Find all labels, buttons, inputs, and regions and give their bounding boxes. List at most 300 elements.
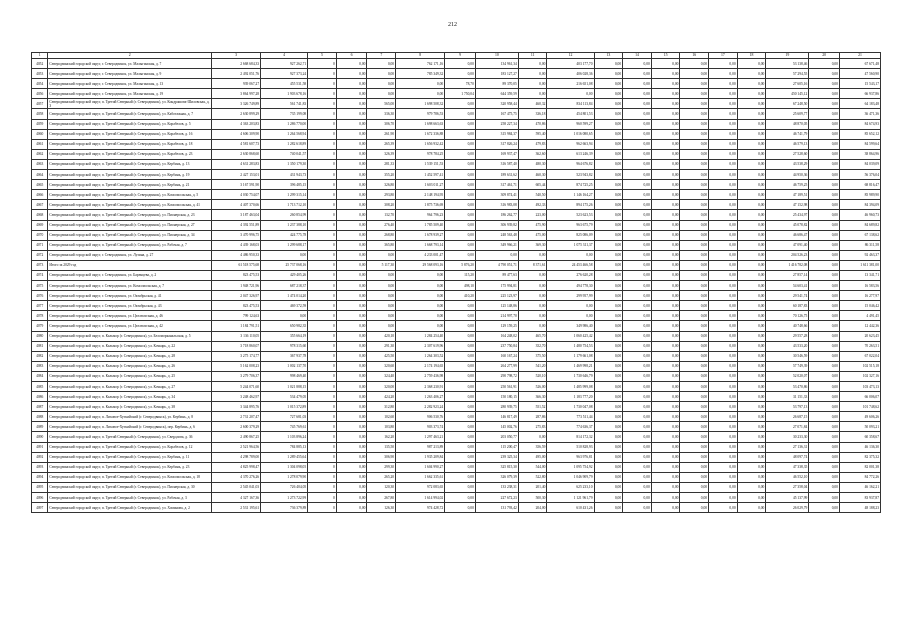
value-cell: 0,00 [367, 301, 396, 311]
value-cell: 0,00 [623, 432, 652, 442]
value-cell: 46 759,25 [766, 180, 809, 190]
table-row [32, 119, 881, 129]
value-cell: 57 749,39 [766, 361, 809, 371]
value-cell: 0,00 [680, 382, 709, 392]
value-cell: 403 177,70 [547, 59, 594, 69]
value-cell: 0,00 [651, 220, 680, 230]
value-cell: 367 937,78 [261, 351, 308, 361]
value-cell: 2 047 326,97 [212, 291, 261, 301]
value-cell: 460,30 [518, 170, 547, 180]
value-cell: 5 244 071,60 [212, 382, 261, 392]
value-cell: 960 599,27 [547, 119, 594, 129]
value-cell: 45 078,82 [766, 220, 809, 230]
value-cell: 0,00 [737, 361, 766, 371]
value-cell: 204,00 [518, 503, 547, 513]
value-cell: 0,00 [594, 412, 623, 422]
table-row [32, 311, 881, 321]
value-cell: 0,00 [651, 442, 680, 452]
value-cell: 0,00 [709, 331, 738, 341]
value-cell: 0,00 [651, 170, 680, 180]
value-cell: 183 127,27 [475, 69, 518, 79]
value-cell: 103,80 [367, 422, 396, 432]
value-cell: 4 486 950,33 [212, 250, 261, 260]
budget-table [31, 52, 881, 513]
table-row [32, 180, 881, 190]
row-number: 4082 [32, 351, 48, 361]
value-cell: 84 039,09 [839, 159, 880, 169]
value-cell: 0,00 [336, 220, 367, 230]
value-cell: 0,00 [623, 371, 652, 381]
value-cell: 70 126,75 [766, 311, 809, 321]
value-cell: 16 583,56 [839, 281, 880, 291]
value-cell: 0,00 [623, 180, 652, 190]
value-cell: 0,00 [336, 442, 367, 452]
value-cell: 248 563,48 [475, 230, 518, 240]
value-cell: 0,00 [623, 503, 652, 513]
value-cell: 1 289 455,64 [261, 452, 308, 462]
value-cell: 979 786,53 [396, 109, 445, 119]
value-cell: 0,00 [737, 260, 766, 270]
page-number: 212 [448, 22, 457, 28]
value-cell: 0,00 [367, 311, 396, 321]
value-cell: 0,00 [445, 311, 476, 321]
table-row [32, 371, 881, 381]
value-cell: 0,00 [518, 311, 547, 321]
value-cell: 306,70 [367, 119, 396, 129]
value-cell: 0,00 [709, 159, 738, 169]
value-cell: 0,00 [336, 69, 367, 79]
value-cell: 1 282 618,89 [261, 139, 308, 149]
value-cell: 605,44 [518, 180, 547, 190]
table-row [32, 291, 881, 301]
row-number: 4095 [32, 482, 48, 492]
value-cell: 0,00 [445, 402, 476, 412]
value-cell: 0,00 [336, 291, 367, 301]
value-cell: 0 [308, 311, 337, 321]
value-cell: 0,00 [623, 482, 652, 492]
value-cell: 27 605,16 [766, 79, 809, 89]
value-cell: 0,00 [809, 432, 840, 442]
value-cell: 0,00 [737, 270, 766, 280]
value-cell: 15 046,42 [839, 301, 880, 311]
value-cell: 1 095 754,92 [547, 462, 594, 472]
value-cell: 520,10 [518, 371, 547, 381]
column-number: 18 [737, 53, 766, 59]
value-cell: 0,00 [680, 250, 709, 260]
value-cell: 1 297 463,21 [396, 432, 445, 442]
value-cell: 0,00 [709, 119, 738, 129]
row-number: 4071 [32, 240, 48, 250]
value-cell: 27 136,31 [766, 442, 809, 452]
table-row [32, 170, 881, 180]
value-cell: 0 [308, 230, 337, 240]
value-cell: 0,00 [651, 361, 680, 371]
value-cell: 0,00 [809, 240, 840, 250]
value-cell: 1 480 754,53 [547, 341, 594, 351]
value-cell: 57 294,55 [766, 69, 809, 79]
address-cell: Северодвинский городской округ, п. Третий Северный (г. Северодвинск), ул. Кербинь, д. 23 [48, 462, 212, 472]
value-cell: 1 656 932,42 [396, 139, 445, 149]
value-cell: 0,00 [809, 119, 840, 129]
value-cell: 0,00 [651, 493, 680, 503]
value-cell: 0,00 [623, 291, 652, 301]
value-cell: 0,00 [367, 291, 396, 301]
value-cell: 0,00 [336, 250, 367, 260]
value-cell: 1 730 047,08 [547, 402, 594, 412]
value-cell: 89 477,63 [475, 270, 518, 280]
table-row [32, 69, 881, 79]
value-cell: 26 687,15 [766, 412, 809, 422]
address-cell: Северодвинский городской округ, п. Третий Северный (г. Северодвинск), ул. Рабочая, д. 7 [48, 240, 212, 250]
value-cell: 0,00 [737, 432, 766, 442]
value-cell: 522,80 [518, 472, 547, 482]
value-cell: 287,86 [518, 412, 547, 422]
value-cell: 2 492 051,76 [212, 69, 261, 79]
value-cell: 352,70 [518, 341, 547, 351]
value-cell: 0,00 [445, 220, 476, 230]
value-cell: 0,00 [594, 190, 623, 200]
value-cell: 66 006,07 [839, 392, 880, 402]
value-cell: 0 [308, 119, 337, 129]
value-cell: 523 623,53 [547, 210, 594, 220]
value-cell: 0,00 [518, 59, 547, 69]
column-number: 10 [475, 53, 518, 59]
value-cell: 0,00 [651, 412, 680, 422]
value-cell: 963 675,79 [547, 220, 594, 230]
value-cell: 0,00 [709, 503, 738, 513]
value-cell: 735 199,08 [261, 109, 308, 119]
value-cell: 1 903 678,16 [261, 89, 308, 99]
value-cell: 261,90 [367, 129, 396, 139]
value-cell: 1 015 372,89 [261, 402, 308, 412]
value-cell: 131 793,42 [475, 503, 518, 513]
value-cell: 0,00 [445, 482, 476, 492]
value-cell: 162,20 [367, 432, 396, 442]
row-number: 4065 [32, 180, 48, 190]
value-cell: 0,00 [809, 129, 840, 139]
value-cell: 0,00 [709, 69, 738, 79]
value-cell: 0,00 [396, 281, 445, 291]
row-number: 4087 [32, 402, 48, 412]
value-cell: 369,30 [518, 240, 547, 250]
value-cell: 429 405,26 [261, 270, 308, 280]
value-cell: 541,20 [518, 361, 547, 371]
value-cell: 455 531,58 [261, 79, 308, 89]
value-cell: 0,00 [445, 139, 476, 149]
column-number: 13 [594, 53, 623, 59]
value-cell: 0 [308, 220, 337, 230]
value-cell: 0,00 [594, 341, 623, 351]
row-number: 4093 [32, 462, 48, 472]
value-cell: 1 469 998,21 [547, 361, 594, 371]
column-number: 16 [680, 53, 709, 59]
value-cell: 326,80 [367, 180, 396, 190]
table-row [32, 351, 881, 361]
value-cell: 0,00 [651, 482, 680, 492]
address-cell: Северодвинский городской округ, п. Кальмор (г. Северодвинск), ул. Кочкарь, д. 28 [48, 351, 212, 361]
row-number: 4060 [32, 129, 48, 139]
table-row [32, 321, 881, 331]
value-cell: 0 [308, 129, 337, 139]
value-cell: 465,70 [518, 331, 547, 341]
value-cell: 2 630 868,60 [212, 149, 261, 159]
value-cell: 0,00 [680, 200, 709, 210]
value-cell: 0,00 [336, 482, 367, 492]
value-cell: 0,00 [737, 89, 766, 99]
value-cell: 135,50 [367, 442, 396, 452]
value-cell: 1 060 425,42 [547, 331, 594, 341]
value-cell: 0,00 [651, 240, 680, 250]
table-row [32, 281, 881, 291]
value-cell: 0,00 [623, 149, 652, 159]
value-cell: 0,00 [445, 503, 476, 513]
value-cell: 0,00 [709, 99, 738, 109]
column-number: 9 [445, 53, 476, 59]
value-cell: 0,00 [651, 180, 680, 190]
value-cell: 410,20 [445, 291, 476, 301]
value-cell: 316 983,08 [475, 200, 518, 210]
table-row [32, 331, 881, 341]
value-cell: 0,00 [737, 462, 766, 472]
value-cell: 66 937,86 [839, 89, 880, 99]
value-cell: 4 363 203,83 [212, 119, 261, 129]
address-cell: Северодвинский городской округ, п. Кальмор (г. Северодвинск), ул. Кочкарь, д. 26 [48, 361, 212, 371]
value-cell: 0,00 [709, 442, 738, 452]
table-row [32, 503, 881, 513]
value-cell: 0,00 [737, 422, 766, 432]
value-cell: 0,00 [737, 493, 766, 503]
value-cell: 0,00 [809, 422, 840, 432]
value-cell: 0,00 [651, 392, 680, 402]
value-cell: 0,00 [809, 260, 840, 270]
value-cell: 61 518 575,68 [212, 260, 261, 270]
value-cell: 0,00 [623, 159, 652, 169]
value-cell: 0,00 [709, 230, 738, 240]
value-cell: 0,00 [709, 79, 738, 89]
value-cell: 906 530,76 [396, 412, 445, 422]
value-cell: 237 750,84 [475, 341, 518, 351]
table-row [32, 452, 881, 462]
value-cell: 115,20 [445, 270, 476, 280]
value-cell: 510 828,93 [547, 442, 594, 452]
value-cell: 0,00 [709, 109, 738, 119]
address-cell: Северодвинский городской округ, п. Кальмор (г. Северодвинск), ул. Кочкарь, д. 27 [48, 382, 212, 392]
value-cell: 0,00 [680, 59, 709, 69]
value-cell: 0 [308, 79, 337, 89]
value-cell: 0 [308, 250, 337, 260]
value-cell: 0,00 [651, 321, 680, 331]
value-cell: 0,00 [651, 311, 680, 321]
address-cell: Северодвинский городской округ, п. Третий Северный (г. Северодвинск), ул. Свердлова, д. 36 [48, 432, 212, 442]
row-number: 4094 [32, 472, 48, 482]
table-row [32, 270, 881, 280]
value-cell: 0,00 [594, 230, 623, 240]
value-cell: 0,00 [709, 139, 738, 149]
value-cell: 325 815,30 [475, 462, 518, 472]
value-cell: 0,00 [737, 301, 766, 311]
value-cell: 0,00 [709, 180, 738, 190]
value-cell: 903 373,74 [396, 422, 445, 432]
value-cell: 1 672 336,88 [396, 129, 445, 139]
value-cell: 2 759 436,98 [396, 371, 445, 381]
value-cell: 1 474 014,20 [261, 291, 308, 301]
row-number: 4081 [32, 341, 48, 351]
value-cell: 336,18 [518, 109, 547, 119]
value-cell: 1 002 137,70 [261, 361, 308, 371]
value-cell: 0 [308, 200, 337, 210]
value-cell: 823 475,53 [212, 301, 261, 311]
value-cell: 0,00 [445, 472, 476, 482]
value-cell: 0,00 [336, 361, 367, 371]
column-number: 20 [809, 53, 840, 59]
value-cell: 0,00 [336, 190, 367, 200]
value-cell: 0,00 [518, 301, 547, 311]
value-cell: 0,00 [336, 341, 367, 351]
value-cell: 523 943,82 [547, 170, 594, 180]
value-cell: 52 020,07 [766, 371, 809, 381]
table-row [32, 129, 881, 139]
value-cell: 0,00 [680, 452, 709, 462]
row-number: 4068 [32, 210, 48, 220]
value-cell: 0,00 [680, 139, 709, 149]
value-cell: 0,00 [680, 442, 709, 452]
value-cell: 0,00 [594, 59, 623, 69]
value-cell: 0,00 [709, 452, 738, 462]
value-cell: 1 485 999,08 [547, 382, 594, 392]
value-cell: 169 937,47 [475, 149, 518, 159]
value-cell: 27 358,04 [766, 482, 809, 492]
value-cell: 0,00 [809, 270, 840, 280]
value-cell: 0,00 [737, 402, 766, 412]
table-row [32, 361, 881, 371]
value-cell: 0,00 [594, 170, 623, 180]
value-cell: 84 674,93 [839, 119, 880, 129]
row-number: 4091 [32, 442, 48, 452]
value-cell: 0,00 [809, 69, 840, 79]
row-number: 4085 [32, 382, 48, 392]
value-cell: 0 [308, 351, 337, 361]
value-cell: 225 123,97 [475, 291, 518, 301]
value-cell: 3 167 591,90 [212, 180, 261, 190]
value-cell: 5 876,20 [445, 260, 476, 270]
value-cell: 0,00 [680, 402, 709, 412]
value-cell: 299 957,99 [547, 291, 594, 301]
value-cell: 0,00 [623, 472, 652, 482]
value-cell: 2 490 867,25 [212, 432, 261, 442]
address-cell: Северодвинский городской округ, п. Кальмор (г. Северодвинск), ул. Кочкарь, д. 38 [48, 402, 212, 412]
value-cell: 0,00 [709, 129, 738, 139]
value-cell: 565,00 [367, 99, 396, 109]
value-cell: 16 277,97 [839, 291, 880, 301]
value-cell: 0,00 [651, 119, 680, 129]
value-cell: 0 [308, 109, 337, 119]
value-cell: 0,00 [594, 139, 623, 149]
value-cell: 0,00 [809, 149, 840, 159]
value-cell: 0,00 [680, 89, 709, 99]
value-cell: 0,00 [737, 442, 766, 452]
value-cell: 275,83 [518, 422, 547, 432]
value-cell: 362,60 [518, 149, 547, 159]
value-cell: 0,00 [680, 503, 709, 513]
row-number: 4079 [32, 321, 48, 331]
value-cell: 306 939,82 [475, 220, 518, 230]
value-cell: 0,00 [367, 59, 396, 69]
value-cell: 0,00 [336, 210, 367, 220]
value-cell: 0,00 [651, 331, 680, 341]
table-row [32, 250, 881, 260]
value-cell: 349 986,40 [547, 321, 594, 331]
value-cell: 3 187 463,04 [212, 210, 261, 220]
value-cell: 774 636,37 [547, 422, 594, 432]
value-cell: 27 528,60 [766, 149, 809, 159]
value-cell: 0,00 [396, 311, 445, 321]
value-cell: 0,00 [518, 79, 547, 89]
value-cell: 0,00 [594, 422, 623, 432]
value-cell: 320 958,44 [475, 99, 518, 109]
value-cell: 0 [308, 412, 337, 422]
value-cell: 0,00 [651, 200, 680, 210]
value-cell: 0,00 [651, 190, 680, 200]
row-number: 4061 [32, 139, 48, 149]
value-cell: 0,00 [737, 119, 766, 129]
value-cell: 460,32 [518, 99, 547, 109]
value-cell: 0,00 [336, 170, 367, 180]
value-cell: 0,00 [445, 442, 476, 452]
value-cell: 0,00 [623, 442, 652, 452]
value-cell: 998 469,40 [261, 371, 308, 381]
value-cell: 0,00 [651, 422, 680, 432]
value-cell: 0,00 [445, 341, 476, 351]
value-cell: 0,00 [809, 321, 840, 331]
value-cell: 551,52 [518, 402, 547, 412]
value-cell: 0,00 [709, 402, 738, 412]
value-cell: 102,60 [367, 412, 396, 422]
value-cell: 0,00 [623, 311, 652, 321]
value-cell: 0 [308, 442, 337, 452]
value-cell: 1 614 994,02 [396, 493, 445, 503]
value-cell: 0 [308, 190, 337, 200]
value-cell: 258 227,34 [475, 119, 518, 129]
value-cell: 0,00 [709, 260, 738, 270]
value-cell: 0,00 [651, 382, 680, 392]
value-cell: 84 772,26 [839, 472, 880, 482]
value-cell: 0,00 [445, 129, 476, 139]
value-cell: 0,00 [594, 159, 623, 169]
column-number: 19 [766, 53, 809, 59]
value-cell: 46 552,10 [766, 472, 809, 482]
value-cell: 0 [308, 422, 337, 432]
address-cell: Северодвинский городской округ, г. Северодвинск, ул. Целлюлозная, д. 46 [48, 311, 212, 321]
value-cell: 68 816,47 [839, 180, 880, 190]
value-cell: 0,00 [336, 382, 367, 392]
address-cell: Северодвинский городской округ, п. Третий Северный (г. Северодвинск), ул. Корабелов, д. 16 [48, 129, 212, 139]
value-cell: 0,00 [445, 361, 476, 371]
table-row [32, 220, 881, 230]
value-cell: 0 [308, 432, 337, 442]
value-cell: 85 989,90 [839, 190, 880, 200]
value-cell: 0,00 [709, 472, 738, 482]
value-cell: 0,00 [737, 250, 766, 260]
value-cell: 29 541,74 [766, 291, 809, 301]
value-cell: 29 568 093,16 [396, 260, 445, 270]
value-cell: 424,20 [367, 392, 396, 402]
value-cell: 1 184 791,51 [212, 321, 261, 331]
value-cell: 317 461,71 [475, 180, 518, 190]
value-cell: 250 561,91 [475, 382, 518, 392]
value-cell: 67 248,50 [766, 99, 809, 109]
value-cell: 265,20 [367, 472, 396, 482]
value-cell: 2 630 899,29 [212, 109, 261, 119]
